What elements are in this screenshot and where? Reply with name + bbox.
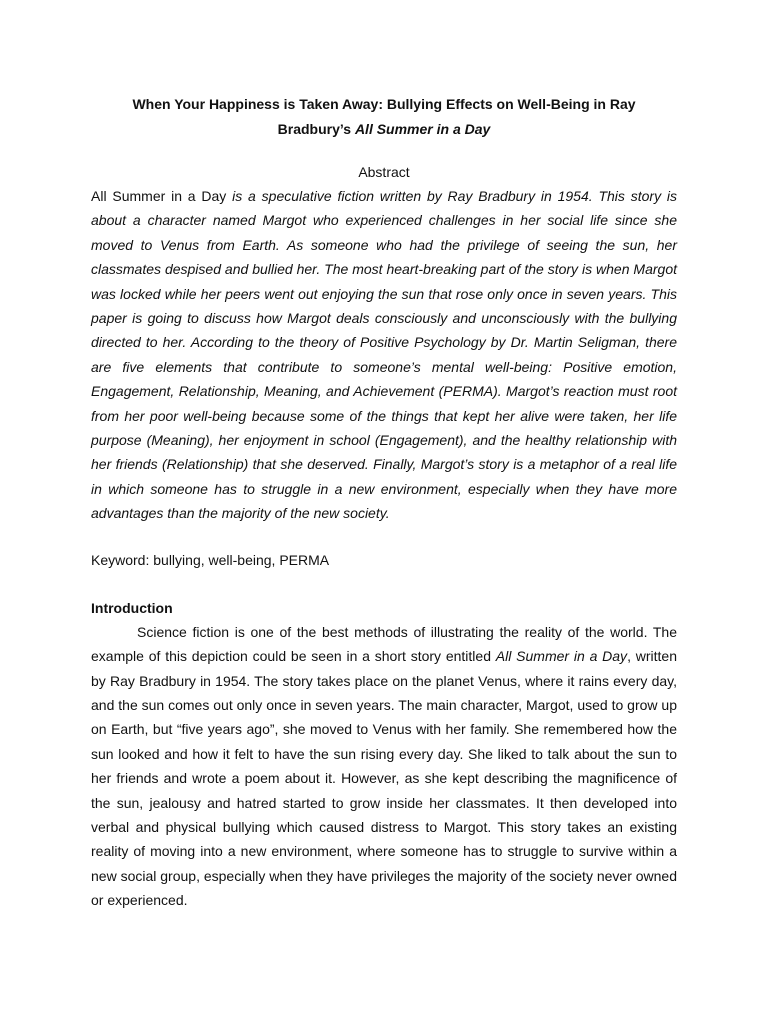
- intro-text-part-1: Science fiction is one of the best methods of illustrating the reality of the world. The example of this depiction could be seen in a short story entitled: [91, 623, 677, 665]
- intro-text-part-2: , written by Ray Bradbury in 1954. The story takes place on the planet Venus, where it rains every day, and the sun comes out only once in seven years. The main character, Margot, used to grow up on Earth, but “five years ago”, she moved to Venus with her family. She remembered how the sun looked and how it felt to have the sun rising every day. She liked to talk about the sun to her friends and wrote a poem about it. However, as she kept describing the magnificence of the sun, jealousy and hatred started to grow inside her classmates. It then developed into verbal and physical bullying which caused distress to Margot. This story takes an existing reality of moving into a new environment, where someone has to struggle to survive within a new social group, especially when they have privileges the majority of the society never owned or experienced.: [91, 648, 677, 909]
- abstract-lead-title: All Summer in a Day: [91, 188, 227, 204]
- title-line-2: [91, 117, 677, 142]
- intro-story-title: All Summer in a Day: [495, 648, 628, 665]
- abstract-body: is a speculative fiction written by Ray Bradbury in 1954. This story is about a character named Margot who experienced challenges in her social life since she moved to Venus from Earth. As someone who had the privilege of seeing the sun, her classmates despised and bullied her. The most heart-breaking part of the story is when Margot was locked while her peers went out enjoying the sun that rose only once in seven years. This paper is going to discuss how Margot deals consciously and unconsciously with the bullying directed to her. According to the theory of Positive Psychology by Dr. Martin Seligman, there are five elements that contribute to someone’s mental well-being: Positive emotion, Engagement, Relationship, Meaning, and Achievement (PERMA). Margot’s reaction must root from her poor well-being because some of the things that kept her alive were taken, her life purpose (Meaning), her enjoyment in school (Engagement), and the healthy relationship with her friends (Relationship) that she deserved. Finally, Margot’s story is a metaphor of a real life in which someone has to struggle in a new environment, especially when they have more advantages than the majority of the new society.: [91, 188, 677, 522]
- abstract-paragraph: [91, 184, 677, 526]
- title-line-1: When Your Happiness is Taken Away: Bullying Effects on Well-Being in Ray: [132, 96, 636, 112]
- introduction-heading: Introduction: [91, 599, 173, 616]
- title-story-name: All Summer in a Day: [354, 121, 491, 137]
- abstract-heading: Abstract: [358, 164, 410, 180]
- paper-title: [91, 92, 677, 142]
- introduction-paragraph: [91, 620, 677, 913]
- keywords-line: Keyword: bullying, well-being, PERMA: [91, 551, 330, 568]
- title-line-2-prefix: Bradbury’s: [277, 121, 355, 137]
